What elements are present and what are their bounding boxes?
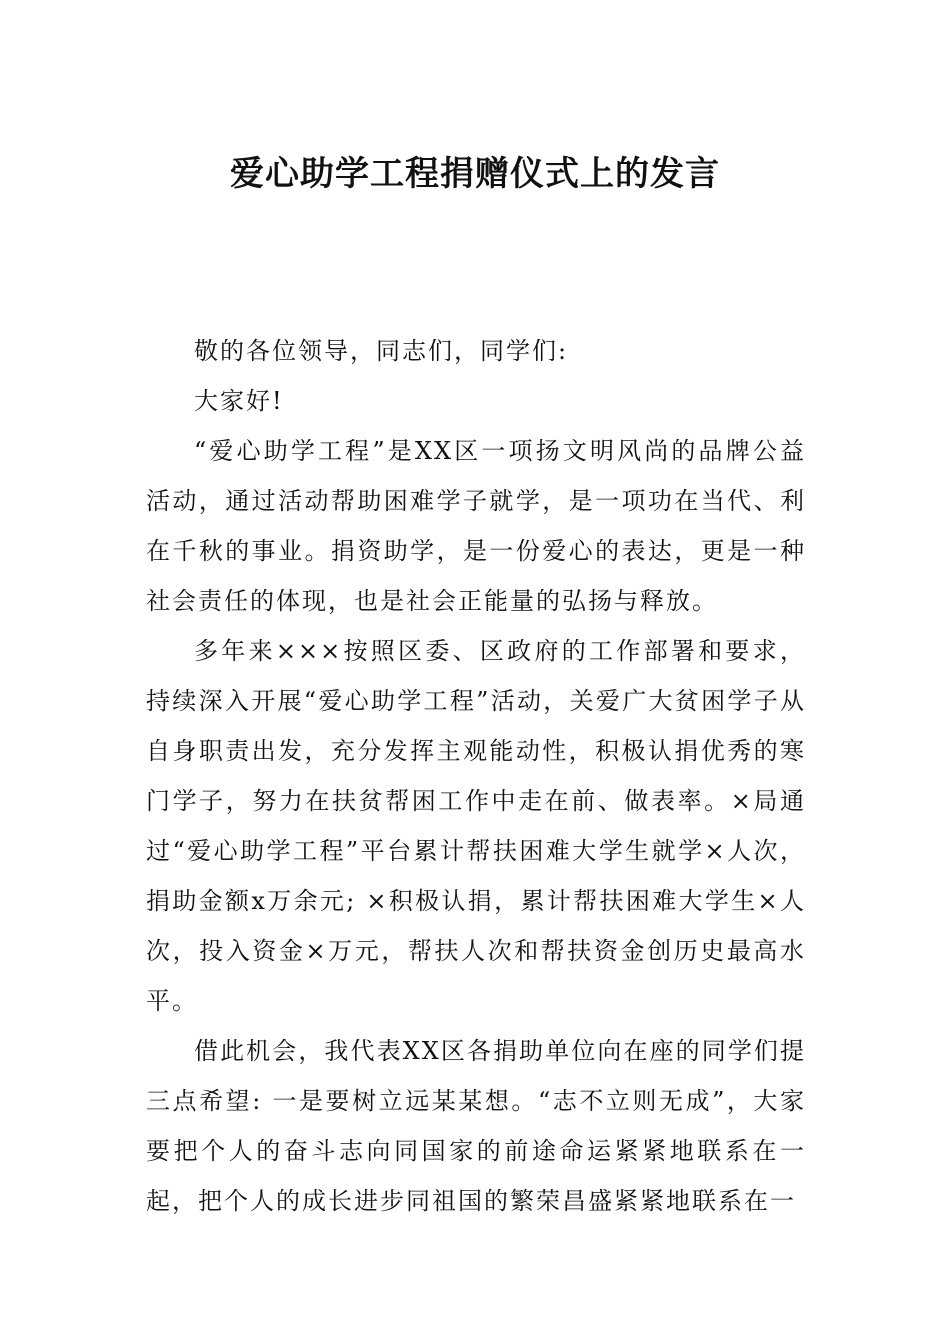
greeting-paragraph: 大家好!	[194, 387, 284, 415]
salutation-paragraph: 敬的各位领导，同志们，同学们:	[194, 337, 569, 365]
page-title: 爱心助学工程捐赠仪式上的发言	[230, 154, 720, 194]
intro-paragraph: “爱心助学工程”是XX区一项扬文明风尚的品牌公益活动，通过活动帮助困难学子就学，是一项功在当代、利在千秋的事业。捐资助学，是一份爱心的表达，更是一种社会责任的体现，也是社会正能量的弘扬与释放。	[146, 437, 806, 615]
document-body	[146, 326, 806, 1226]
hopes-paragraph: 借此机会，我代表XX区各捐助单位向在座的同学们提三点希望: 一是要树立远某某想。“志不立则无成”，大家要把个人的奋斗志向同国家的前途命运紧紧地联系在一起，把个人的成长进步同祖国的繁荣昌盛紧紧地联系在一	[146, 1037, 806, 1215]
achievements-paragraph: 多年来×××按照区委、区政府的工作部署和要求，持续深入开展“爱心助学工程”活动，关爱广大贫困学子从自身职责出发，充分发挥主观能动性，积极认捐优秀的寒门学子，努力在扶贫帮困工作中走在前、做表率。×局通过“爱心助学工程”平台累计帮扶困难大学生就学×人次，捐助金额x万余元; ×积极认捐，累计帮扶困难大学生×人次，投入资金×万元，帮扶人次和帮扶资金创历史最高水平。	[146, 637, 806, 1015]
